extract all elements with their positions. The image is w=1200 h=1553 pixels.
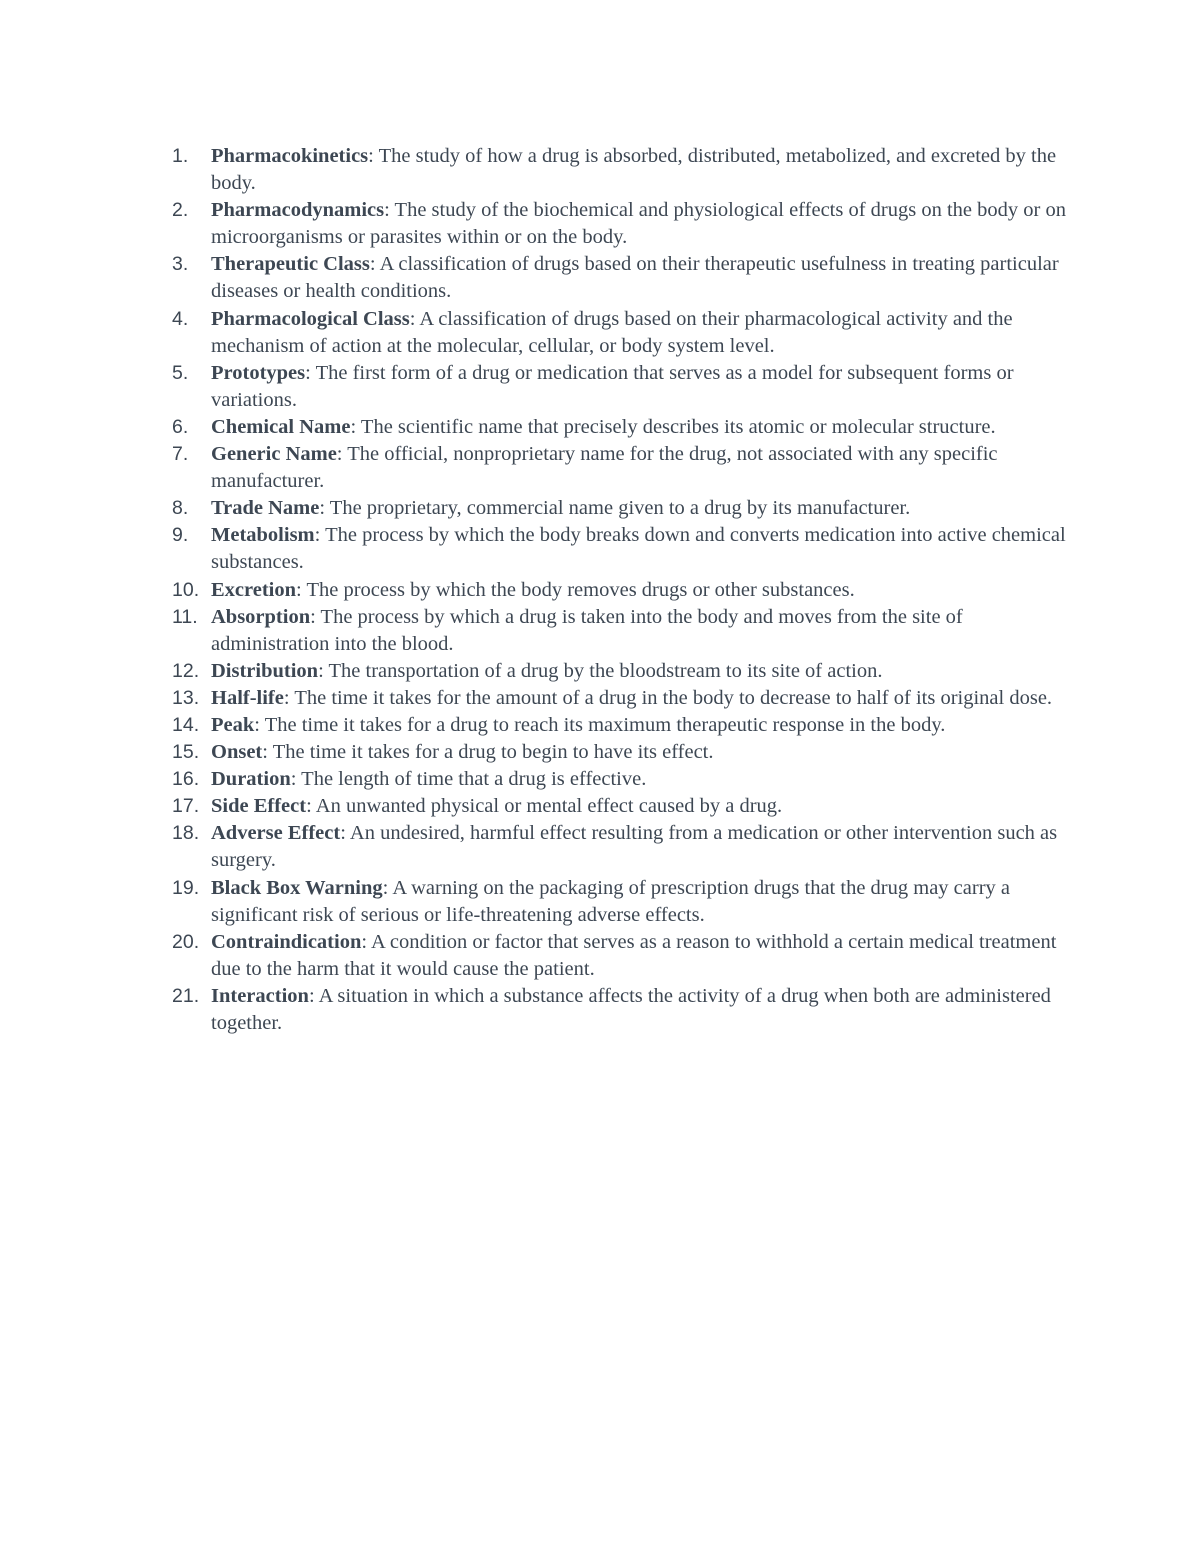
- list-item-number: 13.: [172, 686, 200, 709]
- list-item-number: 21.: [172, 984, 200, 1007]
- list-item-text: [211, 197, 1067, 251]
- list-item: [172, 577, 1067, 604]
- term-name: Prototypes: [211, 361, 306, 384]
- term-name: Duration: [211, 768, 291, 791]
- list-item-text: [211, 306, 1067, 360]
- list-item-number: 5.: [172, 361, 189, 384]
- list-item: [172, 604, 1067, 658]
- term-definition: : The process by which the body removes drugs or other substances.: [296, 578, 855, 601]
- list-item-text: [211, 414, 1067, 441]
- list-item-text: [211, 441, 1067, 495]
- list-item-number: 17.: [172, 795, 200, 818]
- list-item: [172, 712, 1067, 739]
- term-definition: : A condition or factor that serves as a reason to withhold a certain medical treatment due to the harm that it would cause the patient.: [211, 930, 1057, 980]
- list-item-number: 3.: [172, 253, 189, 276]
- list-item-number: 6.: [172, 415, 189, 438]
- term-name: Distribution: [211, 659, 319, 682]
- term-name: Therapeutic Class: [211, 253, 370, 276]
- term-name: Pharmacokinetics: [211, 145, 369, 167]
- list-item-text: [211, 495, 1067, 522]
- list-item: [172, 658, 1067, 685]
- list-item: [172, 739, 1067, 766]
- term-definition: : A classification of drugs based on their pharmacological activity and the mechanism of action at the molecular, cellular, or body system level.: [211, 307, 1013, 357]
- list-item: [172, 197, 1067, 251]
- term-definition: : An unwanted physical or mental effect caused by a drug.: [306, 795, 783, 818]
- list-item-number: 18.: [172, 822, 200, 845]
- pharmacology-terms-list: [172, 143, 1067, 1037]
- term-name: Half-life: [211, 686, 284, 709]
- list-item-number: 14.: [172, 713, 200, 736]
- list-item: [172, 983, 1067, 1037]
- term-name: Absorption: [211, 605, 311, 628]
- term-definition: : The time it takes for a drug to begin to have its effect.: [262, 741, 714, 764]
- term-definition: : A classification of drugs based on their therapeutic usefulness in treating particular diseases or health conditions.: [211, 253, 1059, 303]
- term-name: Pharmacological Class: [211, 307, 410, 330]
- list-item-text: [211, 929, 1067, 983]
- list-item-text: [211, 712, 1067, 739]
- list-item: [172, 441, 1067, 495]
- term-name: Generic Name: [211, 443, 337, 466]
- term-definition: : The scientific name that precisely describes its atomic or molecular structure.: [350, 415, 996, 438]
- term-name: Metabolism: [211, 524, 315, 547]
- list-item: [172, 251, 1067, 305]
- list-item: [172, 522, 1067, 576]
- term-definition: : The length of time that a drug is effective.: [290, 768, 647, 791]
- term-definition: : The time it takes for a drug to reach its maximum therapeutic response in the body.: [254, 713, 946, 736]
- term-name: Excretion: [211, 578, 297, 601]
- list-item-text: [211, 522, 1067, 576]
- list-item-number: 16.: [172, 768, 200, 791]
- list-item: [172, 875, 1067, 929]
- list-item-text: [211, 604, 1067, 658]
- term-definition: : The proprietary, commercial name given to a drug by its manufacturer.: [319, 497, 911, 520]
- list-item-number: 11.: [172, 605, 198, 628]
- list-item-number: 4.: [172, 307, 189, 330]
- list-item: [172, 820, 1067, 874]
- term-definition: : The first form of a drug or medication that serves as a model for subsequent forms or variations.: [211, 361, 1014, 411]
- list-item: [172, 793, 1067, 820]
- list-item-number: 15.: [172, 741, 200, 764]
- term-name: Peak: [211, 713, 255, 736]
- list-item: [172, 414, 1067, 441]
- term-definition: : The time it takes for the amount of a drug in the body to decrease to half of its original dose.: [283, 686, 1053, 709]
- list-item-text: [211, 875, 1067, 929]
- list-item-text: [211, 577, 1067, 604]
- list-item-text: [211, 685, 1067, 712]
- list-item-text: [211, 793, 1067, 820]
- list-item-number: 7.: [172, 443, 189, 466]
- list-item-text: [211, 360, 1067, 414]
- term-definition: : The official, nonproprietary name for the drug, not associated with any specific manufacturer.: [211, 443, 998, 493]
- list-item-text: [211, 143, 1067, 197]
- term-name: Pharmacodynamics: [211, 199, 385, 222]
- list-item-text: [211, 766, 1067, 793]
- list-item-number: 20.: [172, 930, 200, 953]
- term-definition: : The process by which the body breaks down and converts medication into active chemical substances.: [211, 524, 1066, 574]
- term-definition: : A warning on the packaging of prescription drugs that the drug may carry a significant risk of serious or life-threatening adverse effects.: [211, 876, 1010, 926]
- list-item-text: [211, 820, 1067, 874]
- list-item: [172, 685, 1067, 712]
- list-item-number: 1.: [172, 145, 189, 167]
- list-item: [172, 766, 1067, 793]
- term-name: Contraindication: [211, 930, 362, 953]
- list-item: [172, 929, 1067, 983]
- list-item: [172, 143, 1067, 197]
- list-item-number: 12.: [172, 659, 200, 682]
- list-item-text: [211, 983, 1067, 1037]
- list-item-number: 10.: [172, 578, 200, 601]
- term-definition: : The process by which a drug is taken into the body and moves from the site of administration into the blood.: [211, 605, 963, 655]
- term-definition: : The transportation of a drug by the bloodstream to its site of action.: [318, 659, 883, 682]
- term-name: Side Effect: [211, 795, 307, 818]
- term-name: Black Box Warning: [211, 876, 383, 899]
- term-name: Interaction: [211, 984, 309, 1007]
- term-definition: : The study of the biochemical and physiological effects of drugs on the body or on microorganisms or parasites within or on the body.: [211, 199, 1066, 249]
- list-item-text: [211, 739, 1067, 766]
- list-item-number: 19.: [172, 876, 200, 899]
- list-item-text: [211, 658, 1067, 685]
- list-item-number: 2.: [172, 199, 189, 222]
- term-definition: : A situation in which a substance affects the activity of a drug when both are administered together.: [211, 984, 1051, 1034]
- term-name: Chemical Name: [211, 415, 351, 438]
- term-name: Adverse Effect: [211, 822, 341, 845]
- term-name: Onset: [211, 741, 263, 764]
- list-item: [172, 306, 1067, 360]
- term-definition: : An undesired, harmful effect resulting from a medication or other intervention such as surgery.: [211, 822, 1058, 872]
- term-definition: : The study of how a drug is absorbed, distributed, metabolized, and excreted by the body.: [211, 145, 1057, 195]
- list-item: [172, 360, 1067, 414]
- list-item-text: [211, 251, 1067, 305]
- term-name: Trade Name: [211, 497, 320, 520]
- list-item-number: 9.: [172, 524, 189, 547]
- list-item-number: 8.: [172, 497, 189, 520]
- list-item: [172, 495, 1067, 522]
